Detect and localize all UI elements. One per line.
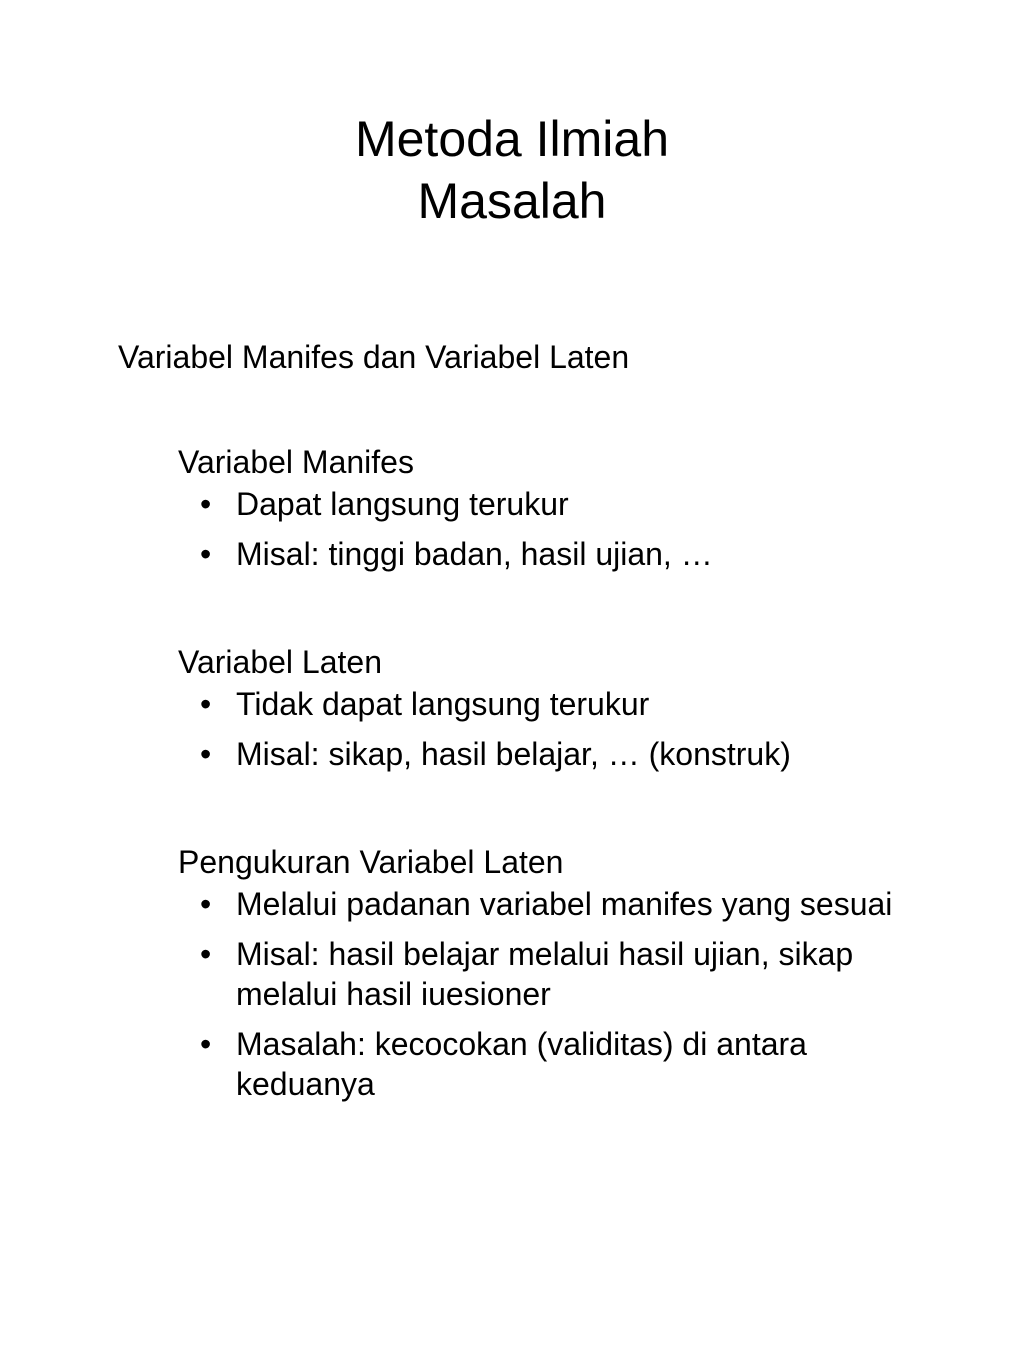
bullet-text: Misal: hasil belajar melalui hasil ujian, sikap melalui hasil iuesioner (236, 936, 854, 1012)
bullet-dot-icon: • (200, 536, 212, 572)
bullet-text: Misal: sikap, hasil belajar, … (konstruk) (236, 736, 791, 772)
bullet-item (178, 484, 926, 524)
bullet-item (178, 534, 926, 574)
bullet-list (178, 884, 958, 1104)
bullet-text: Misal: tinggi badan, hasil ujian, … (236, 536, 713, 572)
bullet-dot-icon: • (200, 936, 212, 972)
section-pengukuran-variabel-laten (178, 840, 958, 1114)
bullet-item (178, 734, 926, 774)
bullet-dot-icon: • (200, 886, 212, 922)
bullet-text: Masalah: kecocokan (validitas) di antara keduanya (236, 1026, 807, 1102)
bullet-text: Tidak dapat langsung terukur (236, 686, 650, 722)
bullet-item (178, 884, 926, 924)
bullet-text: Melalui padanan variabel manifes yang sesuai (236, 886, 893, 922)
bullet-item (178, 934, 926, 1014)
title-line-2: Masalah (417, 173, 607, 229)
bullet-list (178, 684, 958, 774)
bullet-dot-icon: • (200, 736, 212, 772)
section-variabel-laten (178, 640, 958, 784)
bullet-item (178, 684, 926, 724)
bullet-dot-icon: • (200, 486, 212, 522)
section-variabel-manifes (178, 440, 958, 584)
bullet-item (178, 1024, 926, 1104)
section-heading: Pengukuran Variabel Laten (178, 844, 564, 880)
bullet-dot-icon: • (200, 686, 212, 722)
slide-subtitle: Variabel Manifes dan Variabel Laten (118, 339, 630, 375)
bullet-list (178, 484, 958, 574)
title-line-1: Metoda Ilmiah (354, 111, 670, 167)
bullet-text: Dapat langsung terukur (236, 486, 569, 522)
section-heading: Variabel Laten (178, 644, 382, 680)
bullet-dot-icon: • (200, 1026, 212, 1062)
section-heading: Variabel Manifes (178, 444, 414, 480)
slide-title (0, 108, 1024, 232)
